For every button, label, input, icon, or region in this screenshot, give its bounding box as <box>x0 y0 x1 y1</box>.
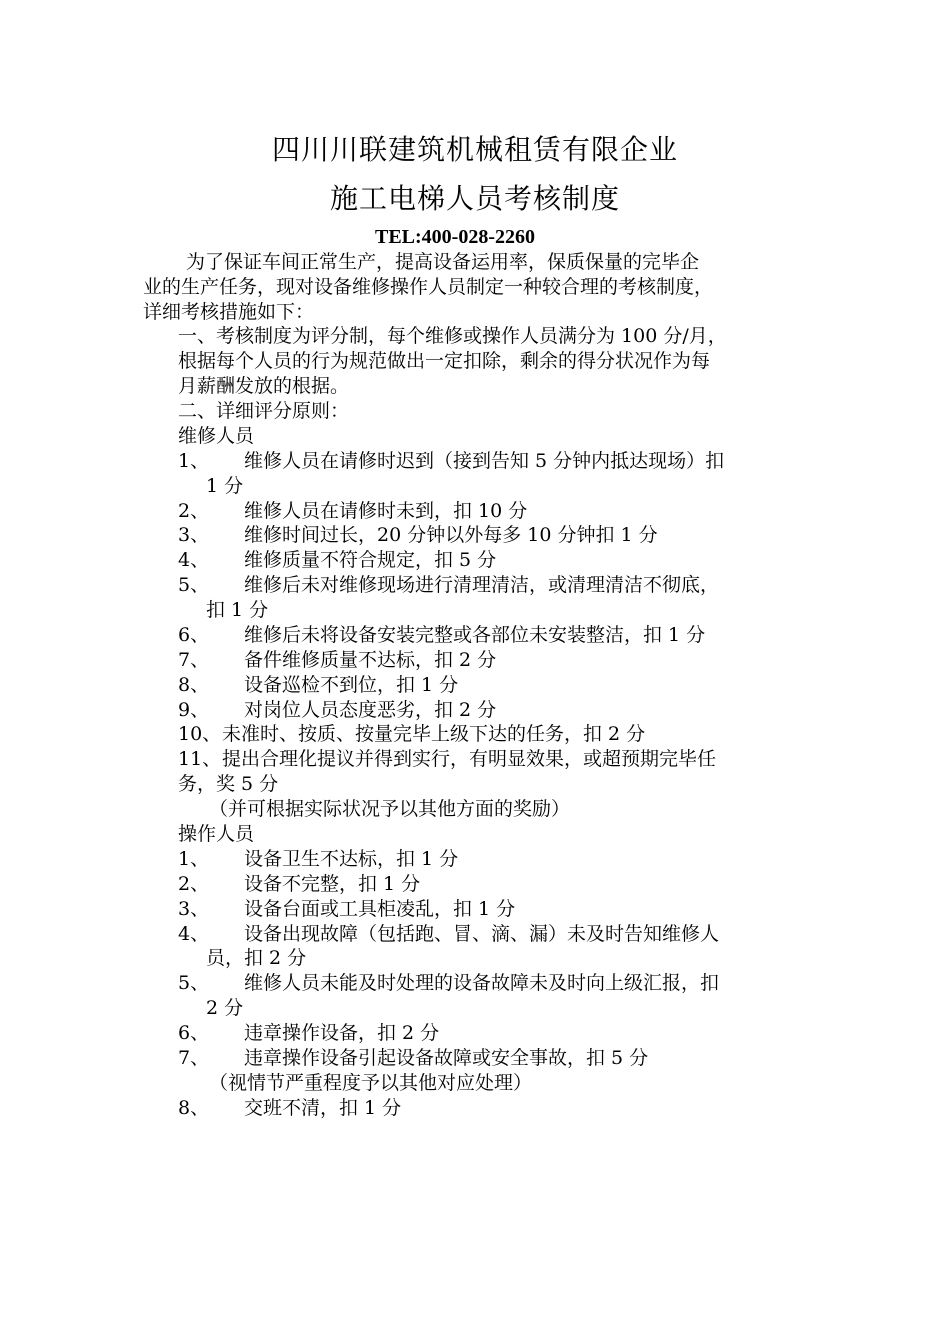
maintenance-item-text: 维修后未对维修现场进行清理清洁，或清理清洁不彻底， <box>244 574 720 596</box>
operation-item-number: 7、 <box>178 1047 210 1069</box>
operation-item-text: 设备出现故障（包括跑、冒、滴、漏）未及时告知维修人 <box>244 923 720 945</box>
maintenance-item-text: 维修人员在请修时迟到（接到告知 5 分钟内抵达现场）扣 <box>244 450 725 472</box>
maintenance-item-text: 维修时间过长，20 分钟以外每多 10 分钟扣 1 分 <box>244 524 658 546</box>
maintenance-item-text: 未准时、按质、按量完毕上级下达的任务，扣 2 分 <box>222 723 646 745</box>
operation-item-text: 维修人员未能及时处理的设备故障未及时向上级汇报，扣 <box>244 972 720 994</box>
operation-item-number: 5、 <box>178 972 210 994</box>
maintenance-item-number: 2、 <box>178 500 210 522</box>
operation-item-number: 8、 <box>178 1097 210 1119</box>
maintenance-item-number: 8、 <box>178 674 210 696</box>
maintenance-item-continuation: 1 分 <box>206 475 244 497</box>
maintenance-item-continuation: 务，奖 5 分 <box>178 773 279 795</box>
maintenance-item-number: 3、 <box>178 524 210 546</box>
maintenance-item-text: 对岗位人员态度恶劣，扣 2 分 <box>244 699 497 721</box>
operation-item-number: 6、 <box>178 1022 210 1044</box>
operation-item-continuation: 2 分 <box>206 997 244 1019</box>
maintenance-item-number: 11、 <box>178 748 222 770</box>
maintenance-item-text: 维修后未将设备安装完整或各部位未安装整洁，扣 1 分 <box>244 624 706 646</box>
maintenance-item-text: 维修人员在请修时未到，扣 10 分 <box>244 500 528 522</box>
maintenance-heading: 维修人员 <box>178 425 255 447</box>
operation-item-number: 3、 <box>178 898 210 920</box>
section1-line-3: 月薪酬发放的根据。 <box>178 375 350 397</box>
maintenance-note: （并可根据实际状况予以其他方面的奖励） <box>209 798 571 820</box>
section1-line-2: 根据每个人员的行为规范做出一定扣除，剩余的得分状况作为每 <box>178 350 711 372</box>
operation-item-number: 4、 <box>178 923 210 945</box>
maintenance-item-number: 10、 <box>178 723 222 745</box>
operation-item-text: 设备卫生不达标，扣 1 分 <box>244 848 459 870</box>
maintenance-item-text: 维修质量不符合规定，扣 5 分 <box>244 549 497 571</box>
operation-item-number: 1、 <box>178 848 210 870</box>
maintenance-item-number: 6、 <box>178 624 210 646</box>
operation-note: （视情节严重程度予以其他对应处理） <box>209 1072 533 1094</box>
operation-item-number: 2、 <box>178 873 210 895</box>
document-title: 施工电梯人员考核制度 <box>329 182 620 215</box>
intro-line-2: 业的生产任务，现对设备维修操作人员制定一种较合理的考核制度， <box>143 276 714 298</box>
maintenance-item-number: 9、 <box>178 699 210 721</box>
intro-line-1: 为了保证车间正常生产，提高设备运用率，保质保量的完毕企 <box>186 251 700 273</box>
maintenance-item-text: 提出合理化提议并得到实行，有明显效果，或超预期完毕任 <box>222 748 717 770</box>
maintenance-item-number: 5、 <box>178 574 210 596</box>
maintenance-item-text: 设备巡检不到位，扣 1 分 <box>244 674 459 696</box>
operation-item-text: 违章操作设备，扣 2 分 <box>244 1022 440 1044</box>
maintenance-item-text: 备件维修质量不达标，扣 2 分 <box>244 649 497 671</box>
intro-line-3: 详细考核措施如下： <box>143 301 315 323</box>
telephone-number: TEL:400-028-2260 <box>375 226 535 248</box>
maintenance-item-number: 7、 <box>178 649 210 671</box>
operation-item-text: 违章操作设备引起设备故障或安全事故，扣 5 分 <box>244 1047 649 1069</box>
operation-item-text: 设备台面或工具柜凌乱，扣 1 分 <box>244 898 516 920</box>
company-name: 四川川联建筑机械租赁有限企业 <box>271 133 678 166</box>
section2-title: 二、详细评分原则： <box>178 400 350 422</box>
operation-heading: 操作人员 <box>178 823 255 845</box>
maintenance-item-number: 1、 <box>178 450 210 472</box>
maintenance-item-continuation: 扣 1 分 <box>206 599 269 621</box>
section1-line-1: 一、考核制度为评分制，每个维修或操作人员满分为 100 分/月， <box>178 325 727 347</box>
operation-item-text: 设备不完整，扣 1 分 <box>244 873 421 895</box>
maintenance-item-number: 4、 <box>178 549 210 571</box>
operation-item-text: 交班不清，扣 1 分 <box>244 1097 402 1119</box>
operation-item-continuation: 员，扣 2 分 <box>206 947 307 969</box>
